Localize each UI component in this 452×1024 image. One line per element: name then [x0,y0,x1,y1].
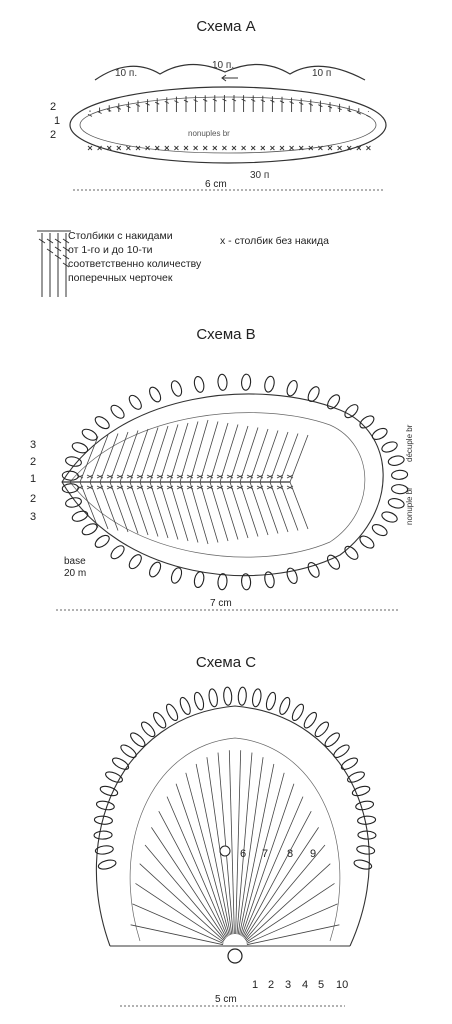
scheme-b-row-number: 2 [30,456,37,468]
picot-loop [94,831,112,840]
scheme-a-oval-inner [80,97,376,153]
scheme-a-top-label-1: 10 п. [115,68,138,79]
picot-loop [169,566,183,584]
picot-loop [278,696,292,716]
stitch-mark [220,425,238,483]
picot-loop [302,710,319,729]
stitch-mark [160,425,178,483]
stitch-mark [160,482,178,540]
picot-loop [380,510,398,524]
scheme-a-arrow [222,75,238,81]
scheme-c-center-number: 8 [287,848,294,860]
stitch-mark [237,753,252,935]
stitch-mark [260,431,278,483]
picot-loop [109,403,127,421]
picot-loop [251,688,262,707]
picot-loop [313,720,331,739]
stitch-mark [247,904,338,944]
scheme-c-bottom-number: 1 [252,979,259,991]
picot-loop [380,440,398,454]
picot-loop [356,845,375,855]
stitch-mark [250,429,268,482]
legend [0,225,452,305]
scheme-b-row-number: 3 [30,511,37,523]
stitch-mark [190,420,208,482]
picot-loop [217,573,227,590]
picot-loop [265,691,278,710]
scheme-a-row-number: 1 [54,115,61,127]
picot-loop [391,470,408,480]
scheme-b-row-number: 3 [30,439,37,451]
stitch-mark [130,482,148,535]
picot-loop [343,402,361,420]
scheme-c-bottom-number: 2 [268,979,275,991]
stitch-mark [140,428,158,483]
scheme-c-inner-arc [130,738,340,941]
stitch-mark [236,750,241,934]
scheme-a-title: Схема A [196,18,256,35]
scheme-a-top-label-2: 10 п. [212,60,235,71]
stitch-mark [151,827,225,938]
stitch-mark [245,827,319,938]
stitch-mark [159,811,227,938]
scheme-c-diagram [0,676,452,1016]
stitch-mark [230,426,248,482]
stitch-mark [250,482,268,535]
picot-loop [358,414,376,431]
stitch-mark [200,482,218,543]
stitch-mark [170,423,188,482]
picot-loop [290,703,306,723]
picot-loop [147,385,163,403]
picot-loop [371,522,389,538]
picot-loop [65,456,83,468]
picot-loop [387,455,405,467]
picot-loop [93,414,111,431]
legend-line: Столбики с накидами [68,230,173,242]
stitch-mark [240,428,258,483]
scheme-b-leaf-outline [62,394,383,576]
scheme-c-stitches [130,750,340,946]
stitch-mark [110,432,128,482]
picot-loop [178,696,192,716]
stitch-mark [132,904,223,944]
legend-right: х - столбик без накида [220,235,329,247]
picot-loop [97,858,116,870]
picot-loop [193,376,205,394]
picot-loop [62,483,79,493]
scheme-b-diagram [0,350,452,620]
stitch-mark [140,482,158,537]
scheme-c-center-number: 9 [310,848,317,860]
picot-loop [147,560,163,578]
scheme-a-stitches [88,95,370,150]
scheme-c-dimension: 5 cm [215,994,237,1005]
stitch-mark [210,423,228,482]
stitch-mark [120,431,138,483]
picot-loop [323,731,342,749]
stitch-mark [130,429,148,482]
stitch-mark [120,482,138,534]
scheme-a-watermark: nonuples br [188,129,230,138]
picot-loop [193,571,205,589]
picot-loop [111,756,131,772]
legend-line: поперечных черточек [68,272,173,284]
scheme-a-oval-outer [70,87,386,163]
stitch-mark [170,482,188,541]
scheme-c-center-number: 7 [262,848,269,860]
stitch-mark [244,811,312,938]
picot-loop [93,533,111,550]
picot-loop [62,471,79,481]
picot-loop [151,710,168,729]
scheme-a-diagram [0,50,452,200]
stitch-mark [230,482,248,538]
picot-loop [139,720,157,739]
picot-loop [343,544,361,562]
scheme-a-dimension: 6 cm [205,179,227,190]
stitch-mark [260,482,278,534]
picot-loop [346,770,366,785]
scheme-b-title: Схема B [196,326,256,343]
scheme-c-center-ring [228,949,242,963]
picot-loop [263,375,275,393]
scheme-a-top-label-3: 10 п [312,68,332,79]
picot-loop [351,785,371,798]
scheme-b-base-label: base [64,556,86,567]
scheme-b-side-label: nonuple br [405,487,414,525]
picot-loop [193,691,206,710]
scheme-c-bottom-number: 4 [302,979,309,991]
picot-loop [355,800,374,811]
stitch-mark [200,422,218,483]
picot-loop [357,816,376,825]
legend-line: соответственно количеству [68,258,202,270]
picot-loop [217,374,227,391]
scheme-b-side-label: décuple br [405,424,414,462]
stitch-mark [246,883,334,942]
scheme-b-base-count: 20 m [64,568,87,579]
scheme-c-center-number: 6 [240,848,247,860]
stitch-mark [270,482,288,532]
scheme-b-row-number: 1 [30,473,37,485]
stitch-mark [240,482,258,537]
picot-loop [104,770,124,785]
scheme-c [0,676,452,1016]
scheme-a-bottom-label: 30 п [250,170,270,181]
scheme-a [0,50,452,200]
scheme-a-row-number: 2 [50,129,57,141]
picot-loop [119,743,138,760]
stitch-mark [210,482,228,541]
stitch-mark [150,482,168,538]
picot-loop [387,497,405,509]
picot-loop [285,379,299,397]
picot-loop [127,393,144,411]
stitch-mark [270,432,288,482]
picot-loop [109,543,127,561]
picot-loop [238,687,247,705]
picot-loop [325,393,342,411]
scheme-c-mid-ring [220,846,230,856]
picot-loop [164,703,180,723]
picot-loop [71,509,89,523]
stitch-mark [180,422,198,483]
picot-loop [127,553,144,571]
picot-loop [169,379,183,397]
stitch-mark [145,845,225,940]
picot-loop [128,731,147,749]
legend-left [68,229,218,285]
stitch-mark [150,426,168,482]
scheme-b-row-number: 2 [30,493,37,505]
picot-loop [340,756,360,772]
stitch-mark [229,750,234,934]
scheme-b-dimension: 7 cm [210,598,232,609]
picot-loop [332,743,351,760]
scheme-b-leaf-inner [70,413,365,557]
scheme-c-bottom-number: 10 [336,979,349,991]
scheme-c-bottom-number: 5 [318,979,325,991]
stitch-mark [135,883,223,942]
picot-loop [208,688,219,707]
picot-loop [223,687,232,705]
scheme-c-title: Схема C [195,654,257,671]
scheme-c-picots [94,687,376,871]
stitch-mark [180,482,198,543]
stitch-mark [218,753,233,935]
stitch-mark [220,482,238,540]
stitch-mark [190,482,208,544]
scheme-b [0,350,452,620]
picot-loop [371,426,389,442]
picot-loop [96,800,115,811]
picot-loop [241,374,251,391]
picot-loop [80,427,98,442]
legend-line: от 1-го и до 10-ти [68,244,153,256]
scheme-c-bottom-number: 3 [285,979,292,991]
scheme-a-row-number: 2 [50,101,57,113]
